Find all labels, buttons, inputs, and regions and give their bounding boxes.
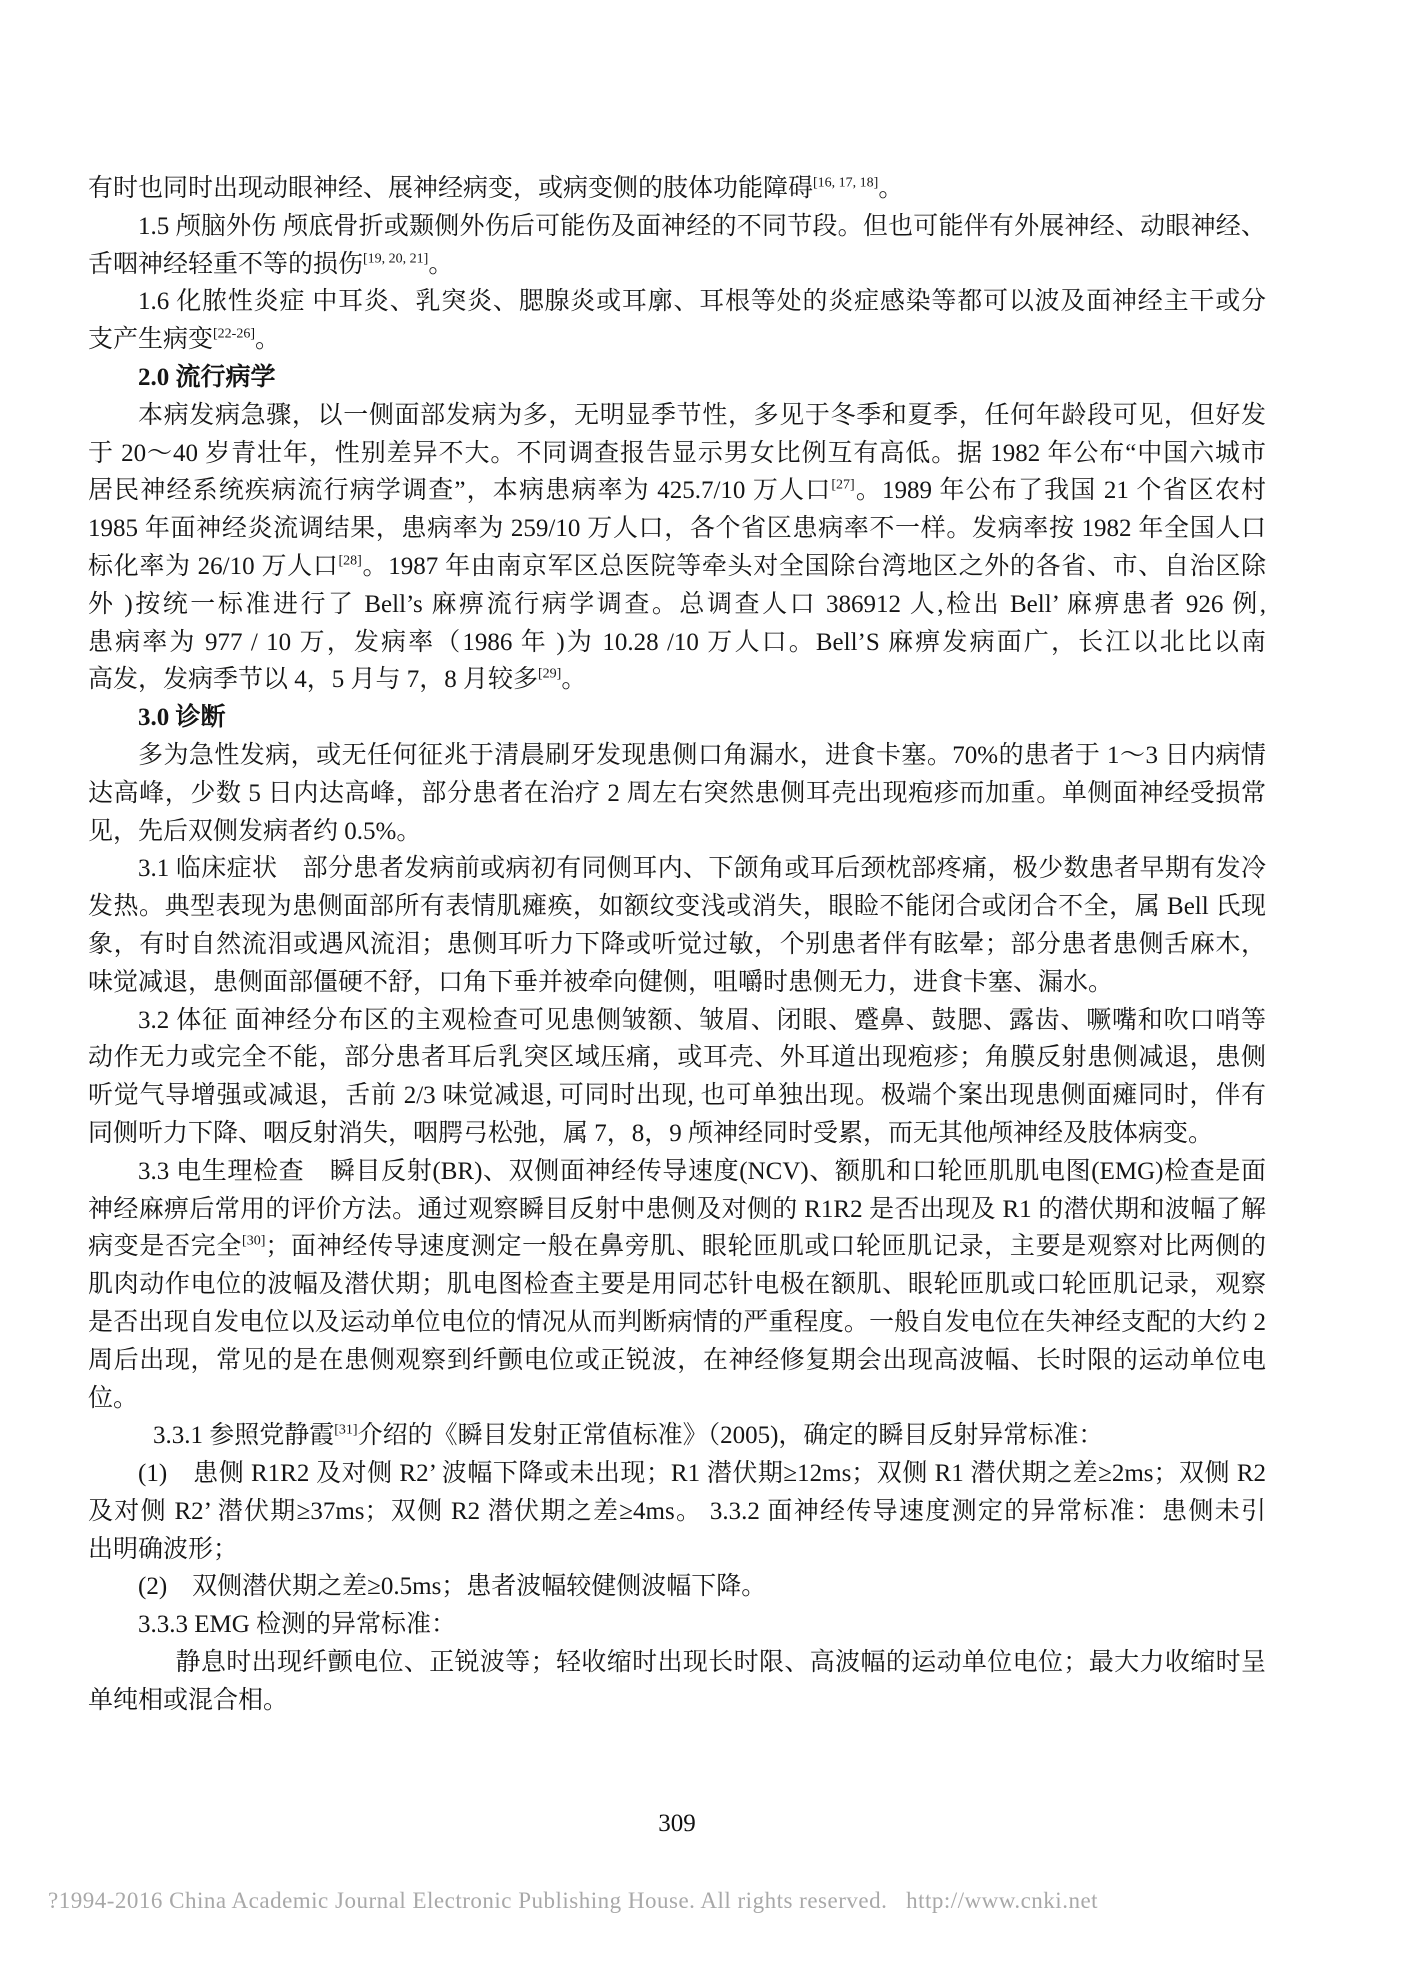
text-line	[88, 1077, 1266, 1115]
text-line	[88, 926, 1266, 964]
text-line	[88, 850, 1266, 888]
text-segment: 舌咽神经轻重不等的损伤	[88, 250, 364, 278]
text-line	[88, 1380, 1266, 1418]
citation-ref: [28]	[338, 553, 362, 569]
text-line	[88, 397, 1266, 435]
text-segment: 本病发病急骤，以一侧面部发病为多，无明显季节性，多见于冬季和夏季，任何年龄段可见，但好发	[138, 401, 1266, 429]
text-segment: 见，先后双侧发病者约 0.5%。	[88, 817, 422, 845]
text-segment: 。1989 年公布了我国 21 个省区农村	[854, 477, 1266, 505]
text-segment: 3.3 电生理检查 瞬目反射(BR)、双侧面神经传导速度(NCV)、额肌和口轮匝肌肌电图(EMG)检查是面	[138, 1157, 1266, 1185]
text-line	[88, 472, 1266, 510]
citation-ref: [16, 17, 18]	[813, 175, 879, 191]
text-segment: 外 )按统一标准进行了 Bell’s 麻痹流行病学调查。总调查人口 386912 人,检出 Bell’ 麻痹患者 926 例,	[88, 590, 1266, 618]
text-line	[88, 586, 1266, 624]
text-segment: 支产生病变	[88, 326, 214, 354]
citation-ref: [31]	[334, 1422, 358, 1438]
text-segment: 。	[428, 250, 454, 278]
cnki-watermark: ?1994-2016 China Academic Journal Electronic Publishing House. All rights reserved. http://www.cnki.net	[48, 1888, 1099, 1913]
text-line	[88, 1606, 1266, 1644]
text-line	[88, 1153, 1266, 1191]
text-segment: 1985 年面神经炎流调结果，患病率为 259/10 万人口，各个省区患病率不一样。发病率按 1982 年全国人口	[88, 515, 1266, 543]
text-segment: 单纯相或混合相。	[88, 1686, 289, 1714]
text-segment: 。1987 年由南京军区总医院等牵头对全国除台湾地区之外的各省、市、自治区除	[361, 552, 1266, 580]
text-segment: 静息时出现纤颤电位、正锐波等；轻收缩时出现长时限、高波幅的运动单位电位；最大力收缩时呈	[175, 1649, 1266, 1677]
text-segment: 听觉气导增强或减退，舌前 2/3 味觉减退, 可同时出现, 也可单独出现。极端个案出现患侧面瘫同时，伴有	[88, 1082, 1266, 1110]
text-segment: ；面神经传导速度测定一般在鼻旁肌、眼轮匝肌或口轮匝肌记录，主要是观察对比两侧的	[265, 1233, 1266, 1261]
text-line	[88, 208, 1266, 246]
text-line	[88, 1568, 1266, 1606]
text-line	[88, 1644, 1266, 1682]
text-segment: 达高峰，少数 5 日内达高峰，部分患者在治疗 2 周左右突然患侧耳壳出现疱疹而加重。单侧面神经受损常	[88, 779, 1266, 807]
text-segment: 同侧听力下降、咽反射消失，咽腭弓松弛，属 7，8，9 颅神经同时受累，而无其他颅神经及肢体病变。	[88, 1119, 1214, 1147]
text-line	[88, 1228, 1266, 1266]
text-segment: 3.3.1 参照党静霞	[153, 1422, 335, 1450]
text-line	[88, 1531, 1266, 1569]
text-line	[88, 624, 1266, 662]
section-heading	[88, 359, 1266, 397]
text-segment: 3.2 体征 面神经分布区的主观检查可见患侧皱额、皱眉、闭眼、蹙鼻、鼓腮、露齿、噘嘴和吹口哨等	[138, 1006, 1266, 1034]
text-segment: 多为急性发病，或无任何征兆于清晨刷牙发现患侧口角漏水，进食卡塞。70%的患者于 1～3 日内病情	[138, 741, 1266, 769]
citation-ref: [22-26]	[213, 326, 256, 342]
text-line	[88, 813, 1266, 851]
citation-ref: [29]	[538, 667, 562, 683]
text-line	[88, 435, 1266, 473]
text-line	[88, 1191, 1266, 1229]
citation-ref: [30]	[242, 1233, 266, 1249]
text-segment: 发热。典型表现为患侧面部所有表情肌瘫痪，如额纹变浅或消失，眼睑不能闭合或闭合不全，属 Bell 氏现	[88, 893, 1266, 921]
text-segment: (2) 双侧潜伏期之差≥0.5ms；患者波幅较健侧波幅下降。	[138, 1573, 767, 1601]
text-segment: 周后出现，常见的是在患侧观察到纤颤电位或正锐波，在神经修复期会出现高波幅、长时限的运动单位电	[88, 1346, 1266, 1374]
text-segment: 高发，发病季节以 4，5 月与 7，8 月较多	[88, 666, 539, 694]
text-segment: 居民神经系统疾病流行病学调查”，本病患病率为 425.7/10 万人口	[88, 477, 832, 505]
text-segment: 1.5 颅脑外伤 颅底骨折或颞侧外伤后可能伤及面神经的不同节段。但也可能伴有外展神经、动眼神经、	[138, 212, 1266, 240]
text-segment: 动作无力或完全不能，部分患者耳后乳突区域压痛，或耳壳、外耳道出现疱疹；角膜反射患侧减退，患侧	[88, 1044, 1266, 1072]
text-line	[88, 1039, 1266, 1077]
text-segment: (1) 患侧 R1R2 及对侧 R2’ 波幅下降或未出现；R1 潜伏期≥12ms；双侧 R1 潜伏期之差≥2ms；双侧 R2	[138, 1460, 1266, 1488]
text-line	[88, 661, 1266, 699]
text-line	[88, 1115, 1266, 1153]
text-line	[88, 737, 1266, 775]
text-segment: 神经麻痹后常用的评价方法。通过观察瞬目反射中患侧及对侧的 R1R2 是否出现及 R1 的潜伏期和波幅了解	[88, 1195, 1266, 1223]
section-heading	[88, 699, 1266, 737]
page-number: 309	[658, 1810, 696, 1837]
text-segment: 及对侧 R2’ 潜伏期≥37ms；双侧 R2 潜伏期之差≥4ms。 3.3.2 面神经传导速度测定的异常标准：患侧未引	[88, 1497, 1266, 1525]
text-segment: 3.0 诊断	[138, 704, 226, 732]
text-segment: 。	[561, 666, 587, 694]
text-segment: 3.3.3 EMG 检测的异常标准：	[138, 1611, 457, 1639]
text-segment: 于 20～40 岁青壮年，性别差异不大。不同调查报告显示男女比例互有高低。据 1982 年公布“中国六城市	[88, 439, 1266, 467]
text-segment: 肌肉动作电位的波幅及潜伏期；肌电图检查主要是用同芯针电极在额肌、眼轮匝肌或口轮匝肌记录，观察	[88, 1271, 1266, 1299]
text-segment: 味觉减退，患侧面部僵硬不舒，口角下垂并被牵向健侧，咀嚼时患侧无力，进食卡塞、漏水。	[88, 968, 1114, 996]
text-segment: 患病率为 977 / 10 万，发病率（1986 年 )为 10.28 /10 万人口。Bell’S 麻痹发病面广，长江以北比以南	[88, 628, 1266, 656]
text-line	[88, 1493, 1266, 1531]
text-segment: 3.1 临床症状 部分患者发病前或病初有同侧耳内、下颌角或耳后颈枕部疼痛，极少数患者早期有发冷	[138, 855, 1266, 883]
text-segment: 。	[255, 326, 281, 354]
text-line	[88, 1417, 1266, 1455]
text-line	[88, 510, 1266, 548]
text-segment: 1.6 化脓性炎症 中耳炎、乳突炎、腮腺炎或耳廓、耳根等处的炎症感染等都可以波及面神经主干或分	[138, 288, 1266, 316]
text-line	[88, 1682, 1266, 1720]
text-line	[88, 1342, 1266, 1380]
text-line	[88, 1455, 1266, 1493]
text-line	[88, 283, 1266, 321]
text-line	[88, 1002, 1266, 1040]
citation-ref: [19, 20, 21]	[363, 251, 429, 267]
text-segment: 是否出现自发电位以及运动单位电位的情况从而判断病情的严重程度。一般自发电位在失神经支配的大约 2	[88, 1308, 1266, 1336]
text-line	[88, 548, 1266, 586]
text-line	[88, 1266, 1266, 1304]
document-body	[88, 170, 1266, 1720]
text-segment: 有时也同时出现动眼神经、展神经病变，或病变侧的肢体功能障碍	[88, 175, 814, 202]
text-segment: 2.0 流行病学	[138, 363, 276, 391]
text-line	[88, 321, 1266, 359]
text-line	[88, 1304, 1266, 1342]
text-segment: 。	[878, 175, 904, 202]
text-line	[88, 170, 1266, 208]
text-segment: 标化率为 26/10 万人口	[88, 552, 339, 580]
text-line	[88, 775, 1266, 813]
text-line	[88, 888, 1266, 926]
text-segment: 介绍的《瞬目发射正常值标准》（2005)，确定的瞬目反射异常标准：	[357, 1422, 1104, 1450]
text-segment: 位。	[88, 1384, 139, 1412]
text-segment: 病变是否完全	[88, 1233, 243, 1261]
citation-ref: [27]	[831, 478, 855, 494]
text-segment: 出明确波形；	[88, 1535, 239, 1563]
text-segment: 象，有时自然流泪或遇风流泪；患侧耳听力下降或听觉过敏，个别患者伴有眩晕；部分患者患侧舌麻木，	[88, 930, 1266, 958]
text-line	[88, 246, 1266, 284]
text-line	[88, 964, 1266, 1002]
